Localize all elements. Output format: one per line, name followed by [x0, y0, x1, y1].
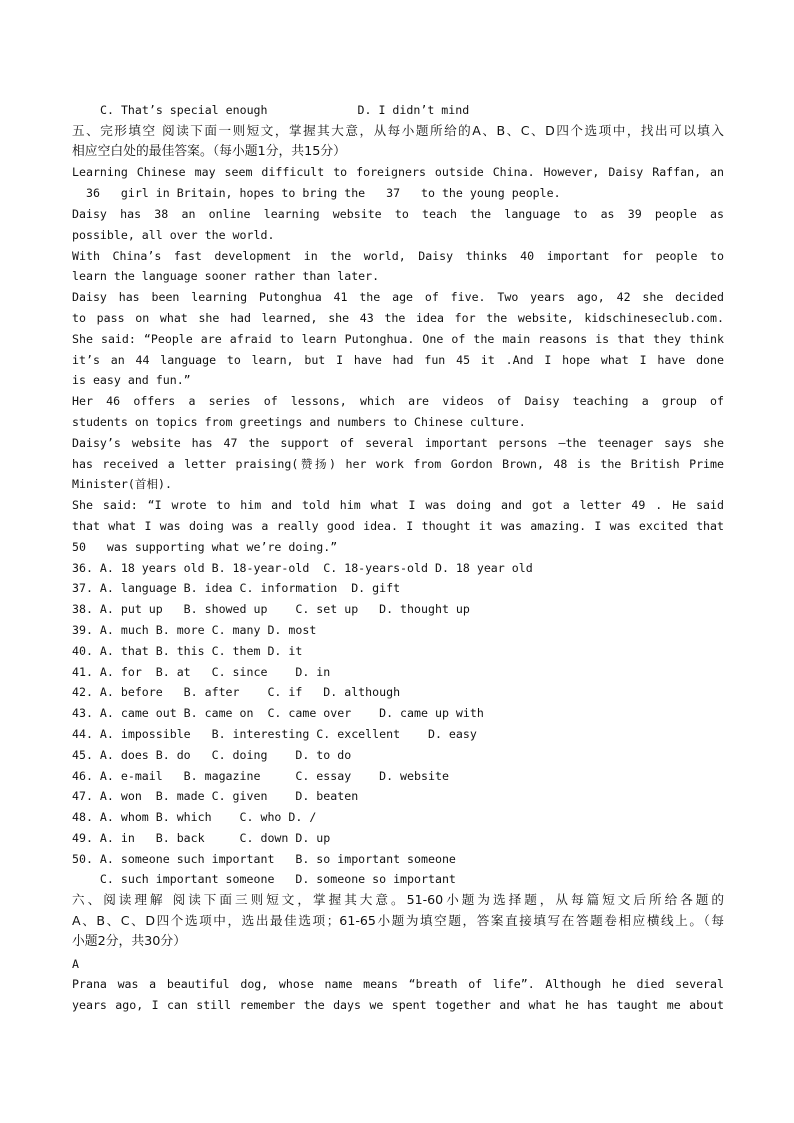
question-option-line: 46. A. e-mail B. magazine C. essay D. website — [72, 768, 449, 783]
question-option-line: 37. A. language B. idea C. information D. gift — [72, 581, 401, 596]
section5-heading: 五、完形填空 阅读下面一则短文，掌握其大意，从每小题所给的A、B、C、D四个选项中，找出可以填入 — [72, 122, 724, 138]
passage-line: Her 46 offers a series of lessons, which are videos of Daisy teaching a group of — [72, 394, 724, 409]
question-option-line: 45. A. does B. do C. doing D. to do — [72, 747, 352, 762]
question-option-line: 39. A. much B. more C. many D. most — [72, 622, 317, 637]
passage-line: Learning Chinese may seem difficult to foreigners outside China. However, Daisy Raffan, an — [72, 165, 724, 180]
passage-line: 36 girl in Britain, hopes to bring the 37 to the young people. — [72, 186, 561, 201]
cloze-questions — [72, 558, 724, 891]
passage-line: it’s an 44 language to learn, but I have had fun 45 it .And I hope what I have done — [72, 352, 724, 367]
question-option-line: C. such important someone D. someone so important — [72, 872, 456, 887]
document-page — [72, 100, 724, 1016]
passage-line: students on topics from greetings and numbers to Chinese culture. — [72, 414, 526, 429]
question-option-line: 49. A. in B. back C. down D. up — [72, 830, 331, 845]
section6-heading-cont2: 小题2分，共30分） — [72, 933, 187, 949]
passage-line: Minister(首相). — [72, 477, 172, 492]
question-option-line: 47. A. won B. made C. given D. beaten — [72, 789, 359, 804]
previous-question-options — [72, 100, 724, 121]
option-d: D. I didn’t mind — [357, 103, 470, 117]
section6-heading-cont: A、B、C、D四个选项中，选出最佳选项；61-65小题为填空题，答案直接填写在答题卷相应横线上。（每 — [72, 913, 724, 929]
question-option-line: 43. A. came out B. came on C. came over D. came up with — [72, 706, 484, 721]
passage-line: 50 was supporting what we’re doing.” — [72, 539, 338, 554]
passage-line: to pass on what she had learned, she 43 the idea for the website, kidschineseclub.com. — [72, 310, 724, 325]
passage-label: A — [72, 956, 79, 971]
passage-line: years ago, I can still remember the days we spent together and what he has taught me about — [72, 998, 724, 1013]
passage-line: Prana was a beautiful dog, whose name means “breath of life”. Although he died several — [72, 977, 724, 992]
question-option-line: 36. A. 18 years old B. 18-year-old C. 18-years-old D. 18 year old — [72, 560, 533, 575]
passage-line: has received a letter praising(赞扬) her work from Gordon Brown, 48 is the British Prime — [72, 456, 724, 471]
question-option-line: 44. A. impossible B. interesting C. excellent D. easy — [72, 726, 477, 741]
question-option-line: 50. A. someone such important B. so important someone — [72, 851, 456, 866]
passage-line: Daisy has 38 an online learning website to teach the language to as 39 people as — [72, 206, 724, 221]
question-option-line: 38. A. put up B. showed up C. set up D. thought up — [72, 602, 470, 617]
question-option-line: 48. A. whom B. which C. who D. / — [72, 810, 317, 825]
passage-line: is easy and fun.” — [72, 373, 191, 388]
section6-heading: 六、阅读理解 阅读下面三则短文，掌握其大意。51-60小题为选择题，从每篇短文后所给各题的 — [72, 892, 724, 908]
cloze-passage — [72, 162, 724, 557]
passage-line: She said: “People are afraid to learn Putonghua. One of the main reasons is that they think — [72, 331, 724, 346]
question-option-line: 40. A. that B. this C. them D. it — [72, 643, 303, 658]
passage-line: that what I was doing was a really good idea. I thought it was amazing. I was excited that — [72, 518, 724, 533]
passage-line: With China’s fast development in the world, Daisy thinks 40 important for people to — [72, 248, 724, 263]
section5-heading-cont: 相应空白处的最佳答案。（每小题1分，共15分） — [72, 143, 346, 159]
passage-line: possible, all over the world. — [72, 227, 275, 242]
reading-passage-a — [72, 974, 724, 1016]
question-option-line: 41. A. for B. at C. since D. in — [72, 664, 331, 679]
passage-line: Daisy’s website has 47 the support of several important persons —the teenager says she — [72, 435, 724, 450]
passage-line: Daisy has been learning Putonghua 41 the age of five. Two years ago, 42 she decided — [72, 290, 724, 305]
option-c: C. That’s special enough — [100, 103, 268, 117]
passage-line: learn the language sooner rather than later. — [72, 269, 380, 284]
passage-line: She said: “I wrote to him and told him what I was doing and got a letter 49 . He said — [72, 498, 724, 513]
question-option-line: 42. A. before B. after C. if D. although — [72, 685, 401, 700]
